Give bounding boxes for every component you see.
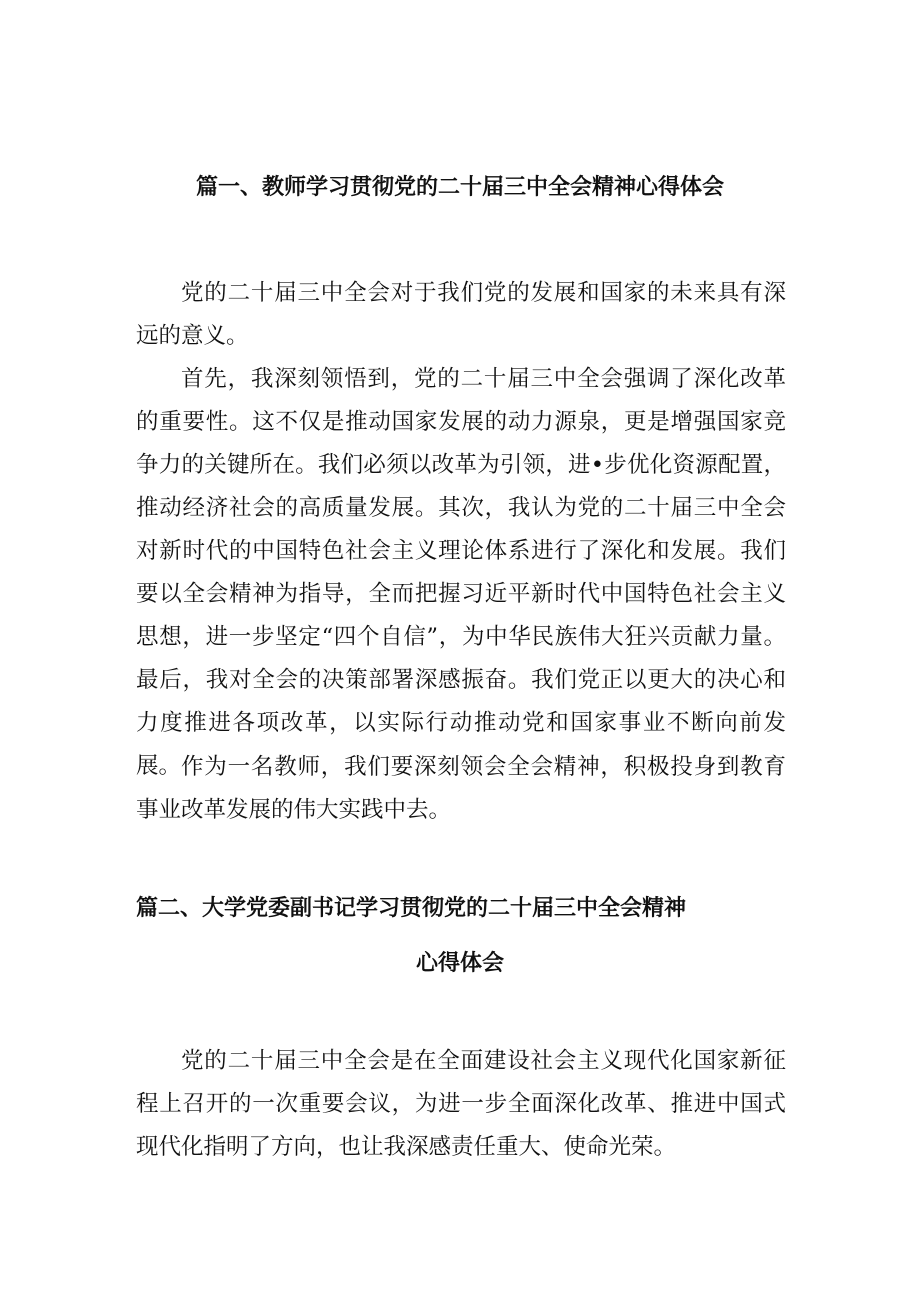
- section-2-title-line-2: 心得体会: [415, 950, 504, 976]
- section-1-title: 篇一、教师学习贯彻党的二十届三中全会精神心得体会: [195, 174, 724, 200]
- section-1-paragraph-2: 首先，我深刻领悟到，党的二十届三中全会强调了深化改革的重要性。这不仅是推动国家发展的动力源泉，更是增强国家竞争力的关键所在。我们必须以改革为引领，进•步优化资源配置，推动经济社会的高质量发展。其次，我认为党的二十届三中全会对新时代的中国特色社会主义理论体系进行了深化和发展。我们要以全会精神为指导，全而把握习近平新时代中国特色社会主义思想，进一步坚定“四个自信”，为中华民族伟大狂兴贡献力量。最后，我对全会的决策部署深感振奋。我们党正以更大的决心和力度推进各项改革，以实际行动推动党和国家事业不断向前发展。: [136, 366, 786, 779]
- section-2-paragraph-1: 党的二十届三中全会是在全面建设社会主义现代化国家新征程上召开的一次重要会议，为进一步全面深化改革、推进中国式现代化指明了方向，也让我深感责任重大、使命光荣。: [136, 1048, 786, 1160]
- section-1-paragraph-3: 作为一名教师，我们要深刻领会全会精神，积极投身到教育事业改革发展的伟大实践中去。: [136, 754, 786, 823]
- section-2-title-line-1: 篇二、大学党委副书记学习贯彻党的二十届三中全会精神: [136, 895, 687, 921]
- section-1-paragraph-1: 党的二十届三中全会对于我们党的发展和国家的未来具有深远的意义。: [136, 280, 786, 349]
